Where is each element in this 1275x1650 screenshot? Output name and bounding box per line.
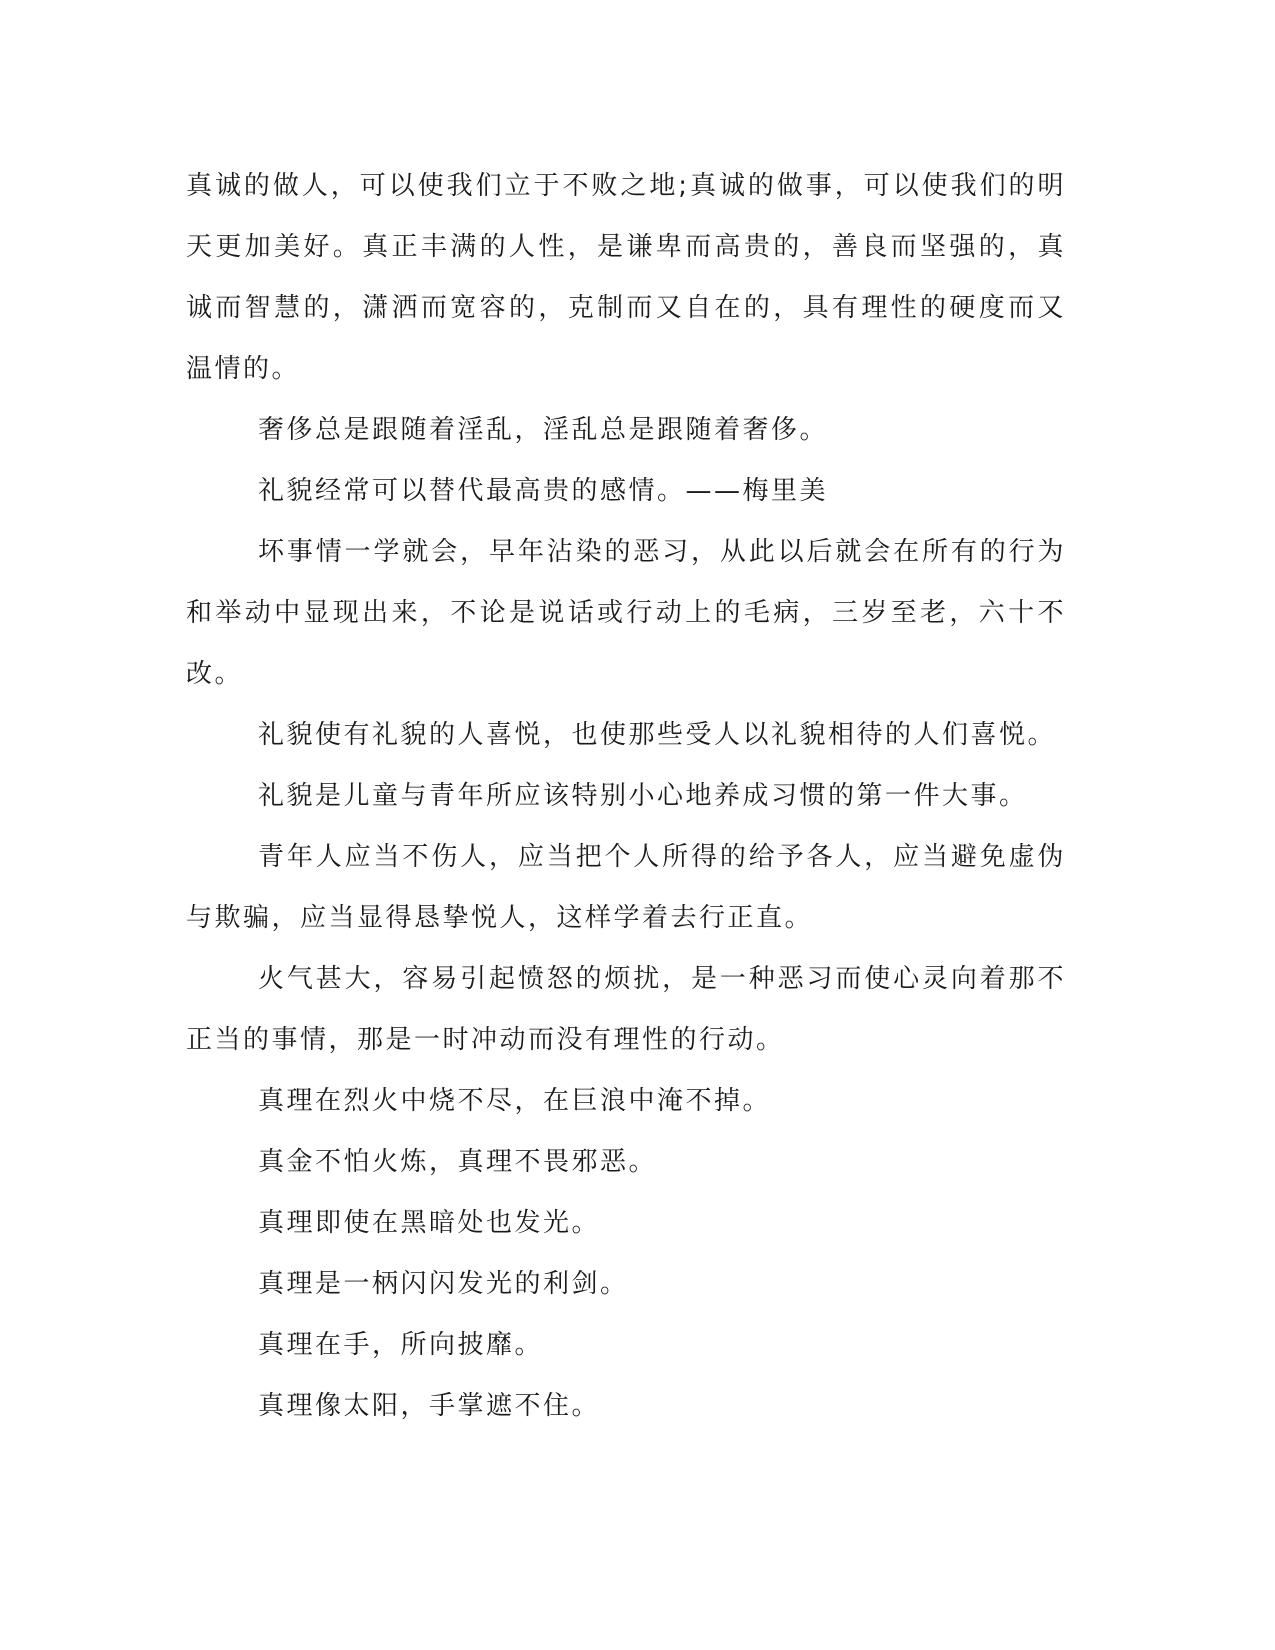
paragraph: 坏事情一学就会，早年沾染的恶习，从此以后就会在所有的行为和举动中显现出来，不论是说话或行动上的毛病，三岁至老，六十不改。 (186, 537, 1066, 689)
paragraph: 真理是一柄闪闪发光的利剑。 (258, 1269, 629, 1299)
paragraph: 真理在烈火中烧不尽，在巨浪中淹不掉。 (258, 1086, 772, 1116)
paragraph: 奢侈总是跟随着淫乱，淫乱总是跟随着奢侈。 (258, 415, 829, 445)
paragraph: 真诚的做人，可以使我们立于不败之地;真诚的做事，可以使我们的明天更加美好。真正丰满的人性，是谦卑而高贵的，善良而坚强的，真诚而智慧的，潇洒而宽容的，克制而又自在的，具有理性的硬度而又温情的。 (186, 171, 1066, 384)
paragraph: 青年人应当不伤人，应当把个人所得的给予各人，应当避免虚伪与欺骗，应当显得恳挚悦人，这样学着去行正直。 (186, 842, 1066, 933)
paragraph: 礼貌是儿童与青年所应该特别小心地养成习惯的第一件大事。 (258, 781, 1028, 811)
paragraph: 真理在手，所向披靡。 (258, 1330, 544, 1360)
paragraph: 真理即使在黑暗处也发光。 (258, 1208, 601, 1238)
paragraph: 礼貌使有礼貌的人喜悦，也使那些受人以礼貌相待的人们喜悦。 (258, 720, 1057, 750)
paragraph: 礼貌经常可以替代最高贵的感情。——梅里美 (258, 476, 829, 506)
paragraph: 火气甚大，容易引起愤怒的烦扰，是一种恶习而使心灵向着那不正当的事情，那是一时冲动而没有理性的行动。 (186, 964, 1066, 1055)
paragraph: 真金不怕火炼，真理不畏邪恶。 (258, 1147, 658, 1177)
paragraph: 真理像太阳，手掌遮不住。 (258, 1391, 601, 1421)
document-body (186, 156, 1066, 1437)
